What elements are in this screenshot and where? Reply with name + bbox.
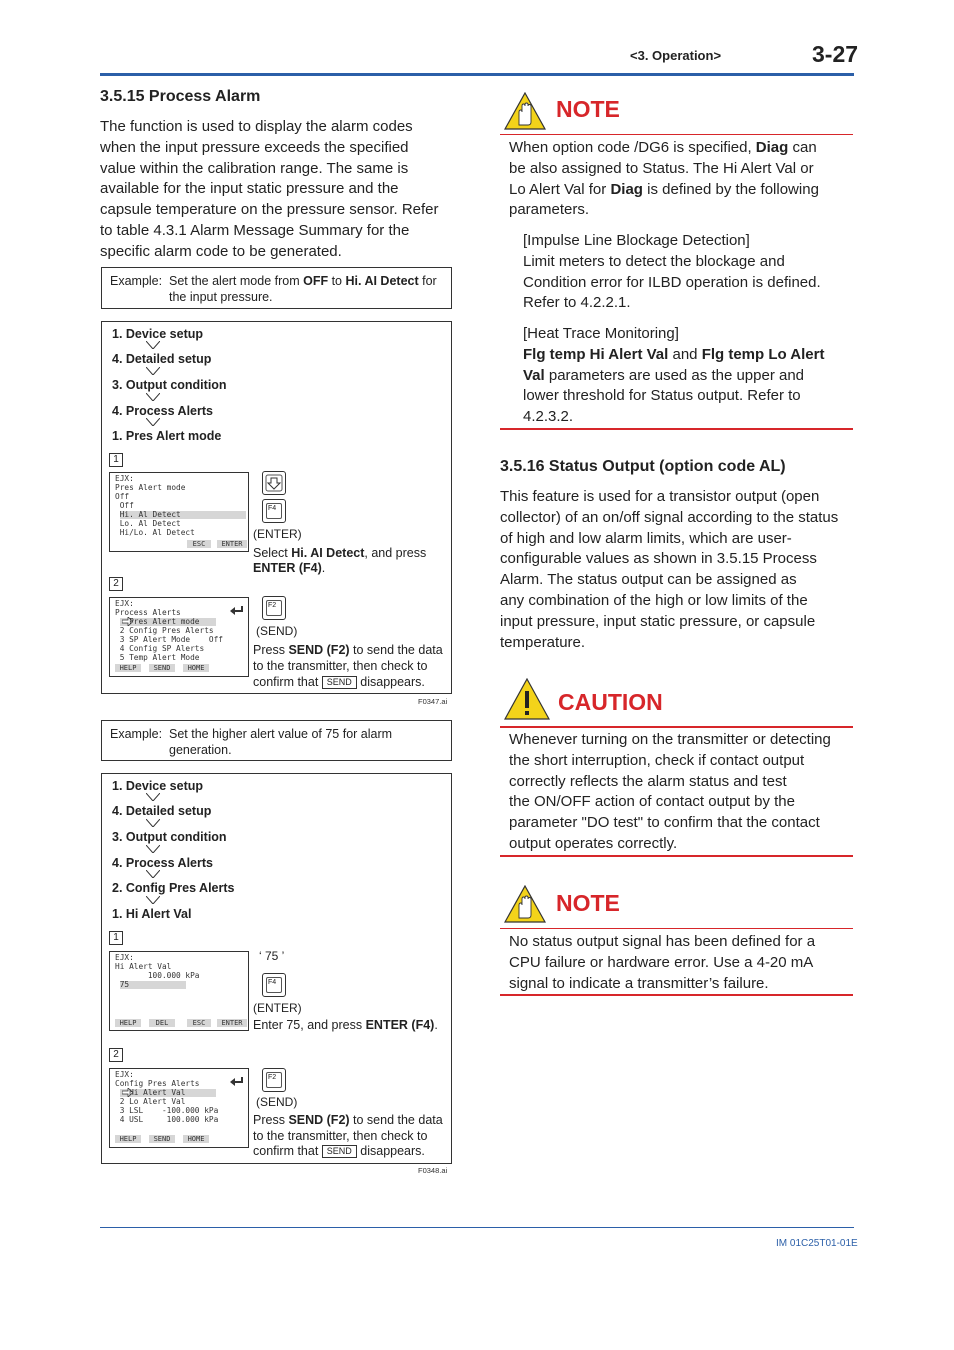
softkey-enter[interactable]: ENTER [217, 1019, 247, 1027]
text-line: input pressure, input static pressure, or capsule [500, 612, 816, 630]
lcd-line: 2 Config Pres Alerts [115, 626, 214, 635]
step-instruction-line2: to the transmitter, then check to [253, 659, 428, 673]
f4-key[interactable] [262, 973, 286, 997]
text-line: Limit meters to detect the blockage and [523, 252, 785, 270]
note1-paragraph [509, 138, 819, 221]
text-line: capsule temperature on the pressure sensor. Refer [100, 201, 439, 219]
text-line: parameters. [509, 201, 590, 219]
f4-key-label: F4 [266, 503, 282, 519]
menu-path-item: 3. Output condition [112, 378, 227, 392]
text-line: Whenever turning on the transmitter or detecting [509, 731, 831, 748]
menu-path-item: 1. Device setup [112, 327, 204, 341]
lcd-line: EJX: [115, 1070, 134, 1079]
caution-exclamation-icon [504, 678, 550, 720]
text-line: When option code /DG6 is specified, Diag can [509, 139, 817, 156]
text-line: parameter "DO test" to confirm that the contact [509, 814, 820, 832]
example-text-line2: generation. [169, 743, 232, 757]
text-line: correctly reflects the alarm status and test [509, 772, 787, 790]
text-line: CPU failure or hardware error. Use a 4-20 mA [509, 953, 814, 971]
softkey-send[interactable]: SEND [149, 664, 175, 672]
menu-path-item: 2. Config Pres Alerts [112, 881, 235, 895]
key-caption: (SEND) [256, 624, 298, 638]
step-number: 2 [109, 577, 123, 591]
example-text: Set the higher alert value of 75 for alarm [169, 727, 393, 741]
note1-heat-trace [523, 324, 824, 428]
header-rule [100, 73, 854, 76]
lcd-line: 3 SP Alert Mode Off [115, 635, 223, 644]
example-text: Set the alert mode from OFF to Hi. AI Detect for [169, 274, 437, 288]
text-line: Condition error for ILBD operation is defined. [523, 273, 821, 291]
text-line: any combination of the high or low limits of the [500, 591, 808, 609]
text-line: the short interruption, check if contact output [509, 751, 805, 769]
text-line: be also assigned to Status. The Hi Alert Val or [509, 159, 814, 177]
menu-path-item: 3. Output condition [112, 830, 227, 844]
step-instruction-line2: to the transmitter, then check to [253, 1129, 428, 1143]
step-number: 1 [109, 453, 123, 467]
lcd-line: 3 LSL -100.000 kPa [115, 1106, 219, 1115]
text-line: when the input pressure exceeds the specified [100, 138, 409, 156]
softkey-help[interactable]: HELP [115, 1135, 141, 1143]
softkey-help[interactable]: HELP [115, 1019, 141, 1027]
chevron-down-icon [146, 896, 160, 904]
page-number: 3-27 [812, 41, 859, 67]
softkey-esc[interactable]: ESC [187, 540, 211, 548]
input-value-label: ‘ 75 ’ [259, 949, 285, 963]
lcd-screen [109, 1068, 249, 1148]
lcd-line: Process Alerts [115, 608, 181, 617]
lcd-line: Hi. Al Detect [115, 510, 181, 519]
document-id: IM 01C25T01-01E [776, 1238, 858, 1249]
softkey-home[interactable]: HOME [183, 664, 209, 672]
text-line: Lo Alert Val for Diag is defined by the following [509, 180, 819, 198]
softkey-send[interactable]: SEND [149, 1135, 175, 1143]
note-top-rule [500, 928, 853, 929]
example-box-2 [101, 720, 452, 761]
softkey-esc[interactable]: ESC [187, 1019, 211, 1027]
lcd-line: Off [115, 501, 134, 510]
lcd-line: 2 Lo Alert Val [115, 1097, 186, 1106]
softkey-home[interactable]: HOME [183, 1135, 209, 1143]
step-instruction: Select Hi. AI Detect, and press [253, 546, 427, 560]
step-instruction: Press SEND (F2) to send the data [253, 1113, 443, 1127]
step-number: 2 [109, 1048, 123, 1062]
lcd-line: Pres Alert mode [115, 483, 186, 492]
procedure-figure-1 [101, 321, 452, 694]
lcd-line: Hi Alert Val [115, 1088, 186, 1097]
lcd-line: Pres Alert mode [115, 617, 200, 626]
back-arrow-icon[interactable] [230, 606, 244, 616]
chapter-label: <3. Operation> [630, 48, 722, 63]
lcd-line: EJX: [115, 599, 134, 608]
f2-key-label: F2 [266, 600, 282, 616]
softkey-enter[interactable]: ENTER [217, 540, 247, 548]
lcd-line: 4 Config SP Alerts [115, 644, 205, 653]
key-caption: (ENTER) [253, 527, 302, 541]
lcd-line: EJX: [115, 953, 134, 962]
step-instruction-line3: confirm that SEND disappears. [253, 1144, 425, 1158]
menu-path-item: 1. Pres Alert mode [112, 429, 222, 443]
chevron-down-icon [146, 819, 160, 827]
lcd-line: Config Pres Alerts [115, 1079, 200, 1088]
text-line: No status output signal has been defined for a [509, 933, 816, 950]
figure-id: F0348.ai [418, 1166, 448, 1175]
text-line: available for the input static pressure and the [100, 180, 399, 198]
text-line: This feature is used for a transistor output (open [500, 488, 820, 505]
caution-paragraph [509, 730, 831, 855]
note-top-rule [500, 134, 853, 135]
chevron-down-icon [146, 341, 160, 349]
text-line: temperature. [500, 633, 586, 651]
lcd-screen [109, 597, 249, 677]
softkey-help[interactable]: HELP [115, 664, 141, 672]
text-line: output operates correctly. [509, 834, 678, 852]
note-hand-icon [504, 885, 546, 923]
note-title: NOTE [556, 890, 620, 916]
lcd-screen [109, 951, 249, 1031]
caution-top-rule [500, 726, 853, 728]
note-title: NOTE [556, 96, 620, 122]
f2-key[interactable] [262, 1068, 286, 1092]
text-line: [Heat Trace Monitoring] [523, 325, 679, 342]
f4-key[interactable] [262, 499, 286, 523]
chevron-down-icon [146, 870, 160, 878]
menu-path-item: 4. Process Alerts [112, 856, 213, 870]
step-instruction-line2: ENTER (F4). [253, 561, 326, 575]
note-bottom-rule [500, 428, 853, 430]
footer-rule [100, 1227, 854, 1228]
chevron-down-icon [146, 845, 160, 853]
text-line: value within the calibration range. The same is [100, 159, 409, 177]
section-title-status-output: 3.5.16 Status Output (option code AL) [500, 458, 786, 475]
caution-title: CAUTION [558, 689, 663, 715]
arrow-down-icon [263, 472, 285, 494]
text-line: [Impulse Line Blockage Detection] [523, 232, 750, 249]
text-line: the ON/OFF action of contact output by the [509, 793, 795, 811]
text-line: of high and low alarm limits, which are user- [500, 529, 792, 547]
note2-paragraph [509, 932, 815, 994]
note1-ilbd [523, 231, 821, 314]
text-line: Alarm. The status output can be assigned as [500, 571, 797, 589]
f2-key-label: F2 [266, 1072, 282, 1088]
example-box-1 [101, 267, 452, 309]
text-line: 4.2.3.2. [523, 408, 574, 426]
text-line: collector) of an on/off signal according to the status [500, 508, 839, 526]
lcd-line: 75 [115, 980, 130, 989]
example-label: Example: [110, 274, 163, 288]
chevron-down-icon [146, 418, 160, 426]
section-title-process-alarm: 3.5.15 Process Alarm [100, 88, 261, 105]
text-line: Flg temp Hi Alert Val and Flg temp Lo Alert [523, 345, 825, 363]
arrow-down-key[interactable] [262, 471, 286, 495]
softkey-del[interactable]: DEL [149, 1019, 175, 1027]
step-instruction-line3: confirm that SEND disappears. [253, 675, 425, 689]
f2-key[interactable] [262, 596, 286, 620]
step-number: 1 [109, 931, 123, 945]
lcd-screen [109, 472, 249, 552]
chevron-down-icon [146, 393, 160, 401]
menu-path-item: 4. Detailed setup [112, 352, 212, 366]
send-chip: SEND [322, 1145, 357, 1158]
lcd-line: Hi/Lo. Al Detect [115, 528, 195, 537]
lcd-line: 4 USL 100.000 kPa [115, 1115, 219, 1124]
text-line: specific alarm code to be generated. [100, 242, 342, 260]
example-label: Example: [110, 727, 163, 741]
menu-path-item: 1. Hi Alert Val [112, 907, 192, 921]
f4-key-label: F4 [266, 977, 282, 993]
menu-path-item: 1. Device setup [112, 779, 204, 793]
lcd-line: Hi Alert Val [115, 962, 172, 971]
chevron-down-icon [146, 367, 160, 375]
lcd-line: 100.000 kPa [115, 971, 200, 980]
lcd-line: 5 Temp Alert Mode [115, 653, 200, 662]
note-bottom-rule [500, 994, 853, 996]
key-caption: (ENTER) [253, 1001, 302, 1015]
lcd-input-field[interactable] [120, 981, 186, 989]
lcd-line: Off [115, 492, 130, 501]
step-instruction: Enter 75, and press ENTER (F4). [253, 1018, 438, 1032]
text-line: Refer to 4.2.2.1. [523, 294, 631, 312]
menu-path-item: 4. Process Alerts [112, 404, 213, 418]
text-line: to table 4.3.1 Alarm Message Summary for the [100, 221, 410, 239]
text-line: Val parameters are used as the upper and [523, 366, 805, 384]
caution-bottom-rule [500, 855, 853, 857]
process-alarm-intro [100, 117, 439, 263]
key-caption: (SEND) [256, 1095, 298, 1109]
send-chip: SEND [322, 676, 357, 689]
text-line: lower threshold for Status output. Refer to [523, 387, 801, 405]
lcd-line: Lo. Al Detect [115, 519, 181, 528]
status-output-paragraph [500, 487, 838, 653]
procedure-figure-2 [101, 773, 452, 1164]
example-text-line2: the input pressure. [169, 290, 273, 304]
lcd-line: EJX: [115, 474, 134, 483]
step-instruction: Press SEND (F2) to send the data [253, 643, 443, 657]
figure-id: F0347.ai [418, 697, 448, 706]
note-hand-icon [504, 92, 546, 130]
chevron-down-icon [146, 793, 160, 801]
text-line: The function is used to display the alarm codes [100, 118, 413, 135]
text-line: signal to indicate a transmitter’s failure. [509, 974, 769, 992]
menu-path-item: 4. Detailed setup [112, 804, 212, 818]
text-line: configurable values as shown in 3.5.15 Process [500, 550, 817, 568]
back-arrow-icon[interactable] [230, 1077, 244, 1087]
